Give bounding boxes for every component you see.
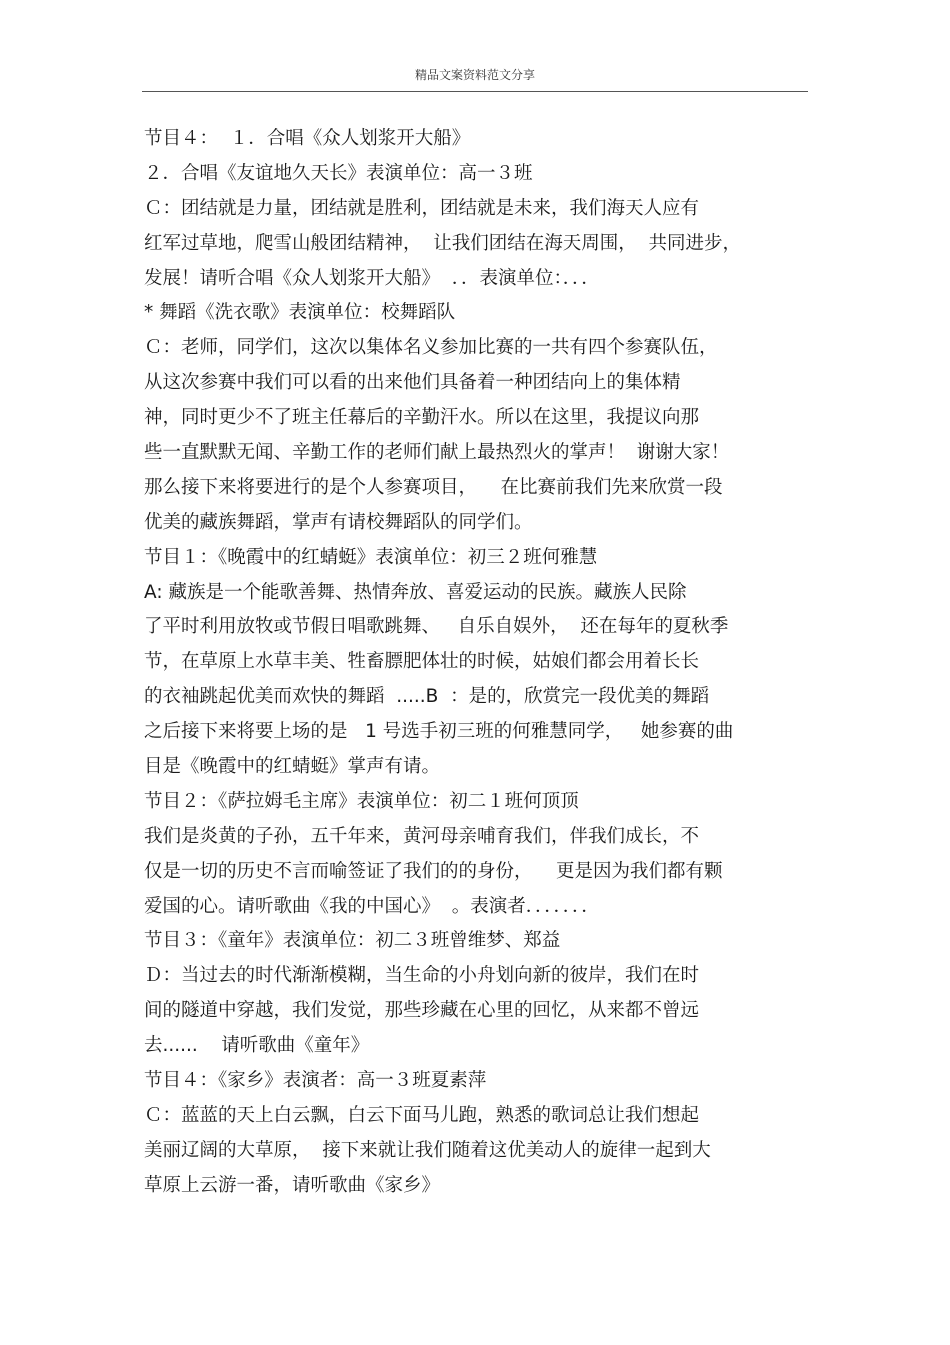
header-divider: [142, 91, 808, 92]
text-line: ２．合唱《友谊地久天长》表演单位：高一３班: [144, 162, 533, 184]
text-line: Ｄ：当过去的时代渐渐模糊，当生命的小舟划向新的彼岸，我们在时: [144, 965, 700, 987]
text-line: 了平时利用放牧或节假日唱歌跳舞、 自乐自娱外， 还在每年的夏秋季: [144, 616, 729, 638]
text-line: 那么接下来将要进行的是个人参赛项目， 在比赛前我们先来欣赏一段: [144, 476, 723, 498]
document-body: [144, 122, 808, 1204]
text-line: 目是《晚霞中的红蜻蜓》掌声有请。: [144, 756, 441, 778]
page-header: 精品文案资料范文分享: [414, 68, 535, 82]
text-line: 些一直默默无闻、辛勤工作的老师们献上最热烈火的掌声！ 谢谢大家！: [144, 442, 730, 464]
text-line: 美丽辽阔的大草原， 接下来就让我们随着这优美动人的旋律一起到大: [144, 1139, 711, 1161]
text-line: Ｃ：团结就是力量，团结就是胜利，团结就是未来，我们海天人应有: [144, 197, 700, 219]
text-line: 优美的藏族舞蹈，掌声有请校舞蹈队的同学们。: [144, 511, 533, 533]
text-line: Ｃ：老师，同学们，这次以集体名义参加比赛的一共有四个参赛队伍，: [144, 337, 718, 359]
text-line: 我们是炎黄的子孙，五千年来，黄河母亲哺育我们，伴我们成长，不: [144, 825, 700, 847]
text-line: 节目４：《家乡》表演者：高一３班夏素萍: [144, 1070, 487, 1092]
text-line: 的衣袖跳起优美而欢快的舞蹈 .....B ：是的，欣赏完一段优美的舞蹈: [144, 686, 710, 708]
text-line: * 舞蹈《洗衣歌》表演单位：校舞蹈队: [144, 302, 456, 324]
text-line: 节目４： １．合唱《众人划浆开大船》: [144, 128, 471, 149]
text-line: A: 藏族是一个能歌善舞、热情奔放、喜爱运动的民族。藏族人民除: [144, 581, 687, 603]
text-line: 草原上云游一番，请听歌曲《家乡》: [144, 1174, 441, 1196]
text-line: 神，同时更少不了班主任幕后的辛勤汗水。所以在这里，我提议向那: [144, 407, 700, 429]
text-line: 节目２：《萨拉姆毛主席》表演单位：初二１班何顶顶: [144, 790, 579, 812]
text-line: 间的隧道中穿越，我们发觉，那些珍藏在心里的回忆，从来都不曾远: [144, 1000, 700, 1022]
text-line: 仅是一切的历史不言而喻签证了我们的的身份， 更是因为我们都有颗: [144, 860, 723, 882]
text-line: 之后接下来将要上场的是 1 号选手初三班的何雅慧同学， 她参赛的曲: [144, 721, 734, 743]
text-line: 爱国的心。请听歌曲《我的中国心》 。表演者．．．．．．．: [144, 895, 600, 917]
text-line: 从这次参赛中我们可以看的出来他们具备着一种团结向上的集体精: [144, 372, 681, 394]
text-line: 节目１：《晚霞中的红蜻蜓》表演单位：初三２班何雅慧: [144, 546, 598, 568]
text-line: 去...... 请听歌曲《童年》: [144, 1035, 370, 1057]
text-line: 发展！请听合唱《众人划浆开大船》 ．．表演单位：．．．: [144, 267, 600, 289]
text-line: 节，在草原上水草丰美、牲畜膘肥体壮的时候，姑娘们都会用着长长: [144, 651, 700, 673]
text-line: 红军过草地，爬雪山般团结精神， 让我们团结在海天周围， 共同进步，: [144, 232, 742, 254]
text-line: 节目３：《童年》表演单位：初二３班曾维梦、郑益: [144, 930, 561, 952]
text-line: Ｃ：蓝蓝的天上白云飘，白云下面马儿跑，熟悉的歌词总让我们想起: [144, 1104, 700, 1126]
